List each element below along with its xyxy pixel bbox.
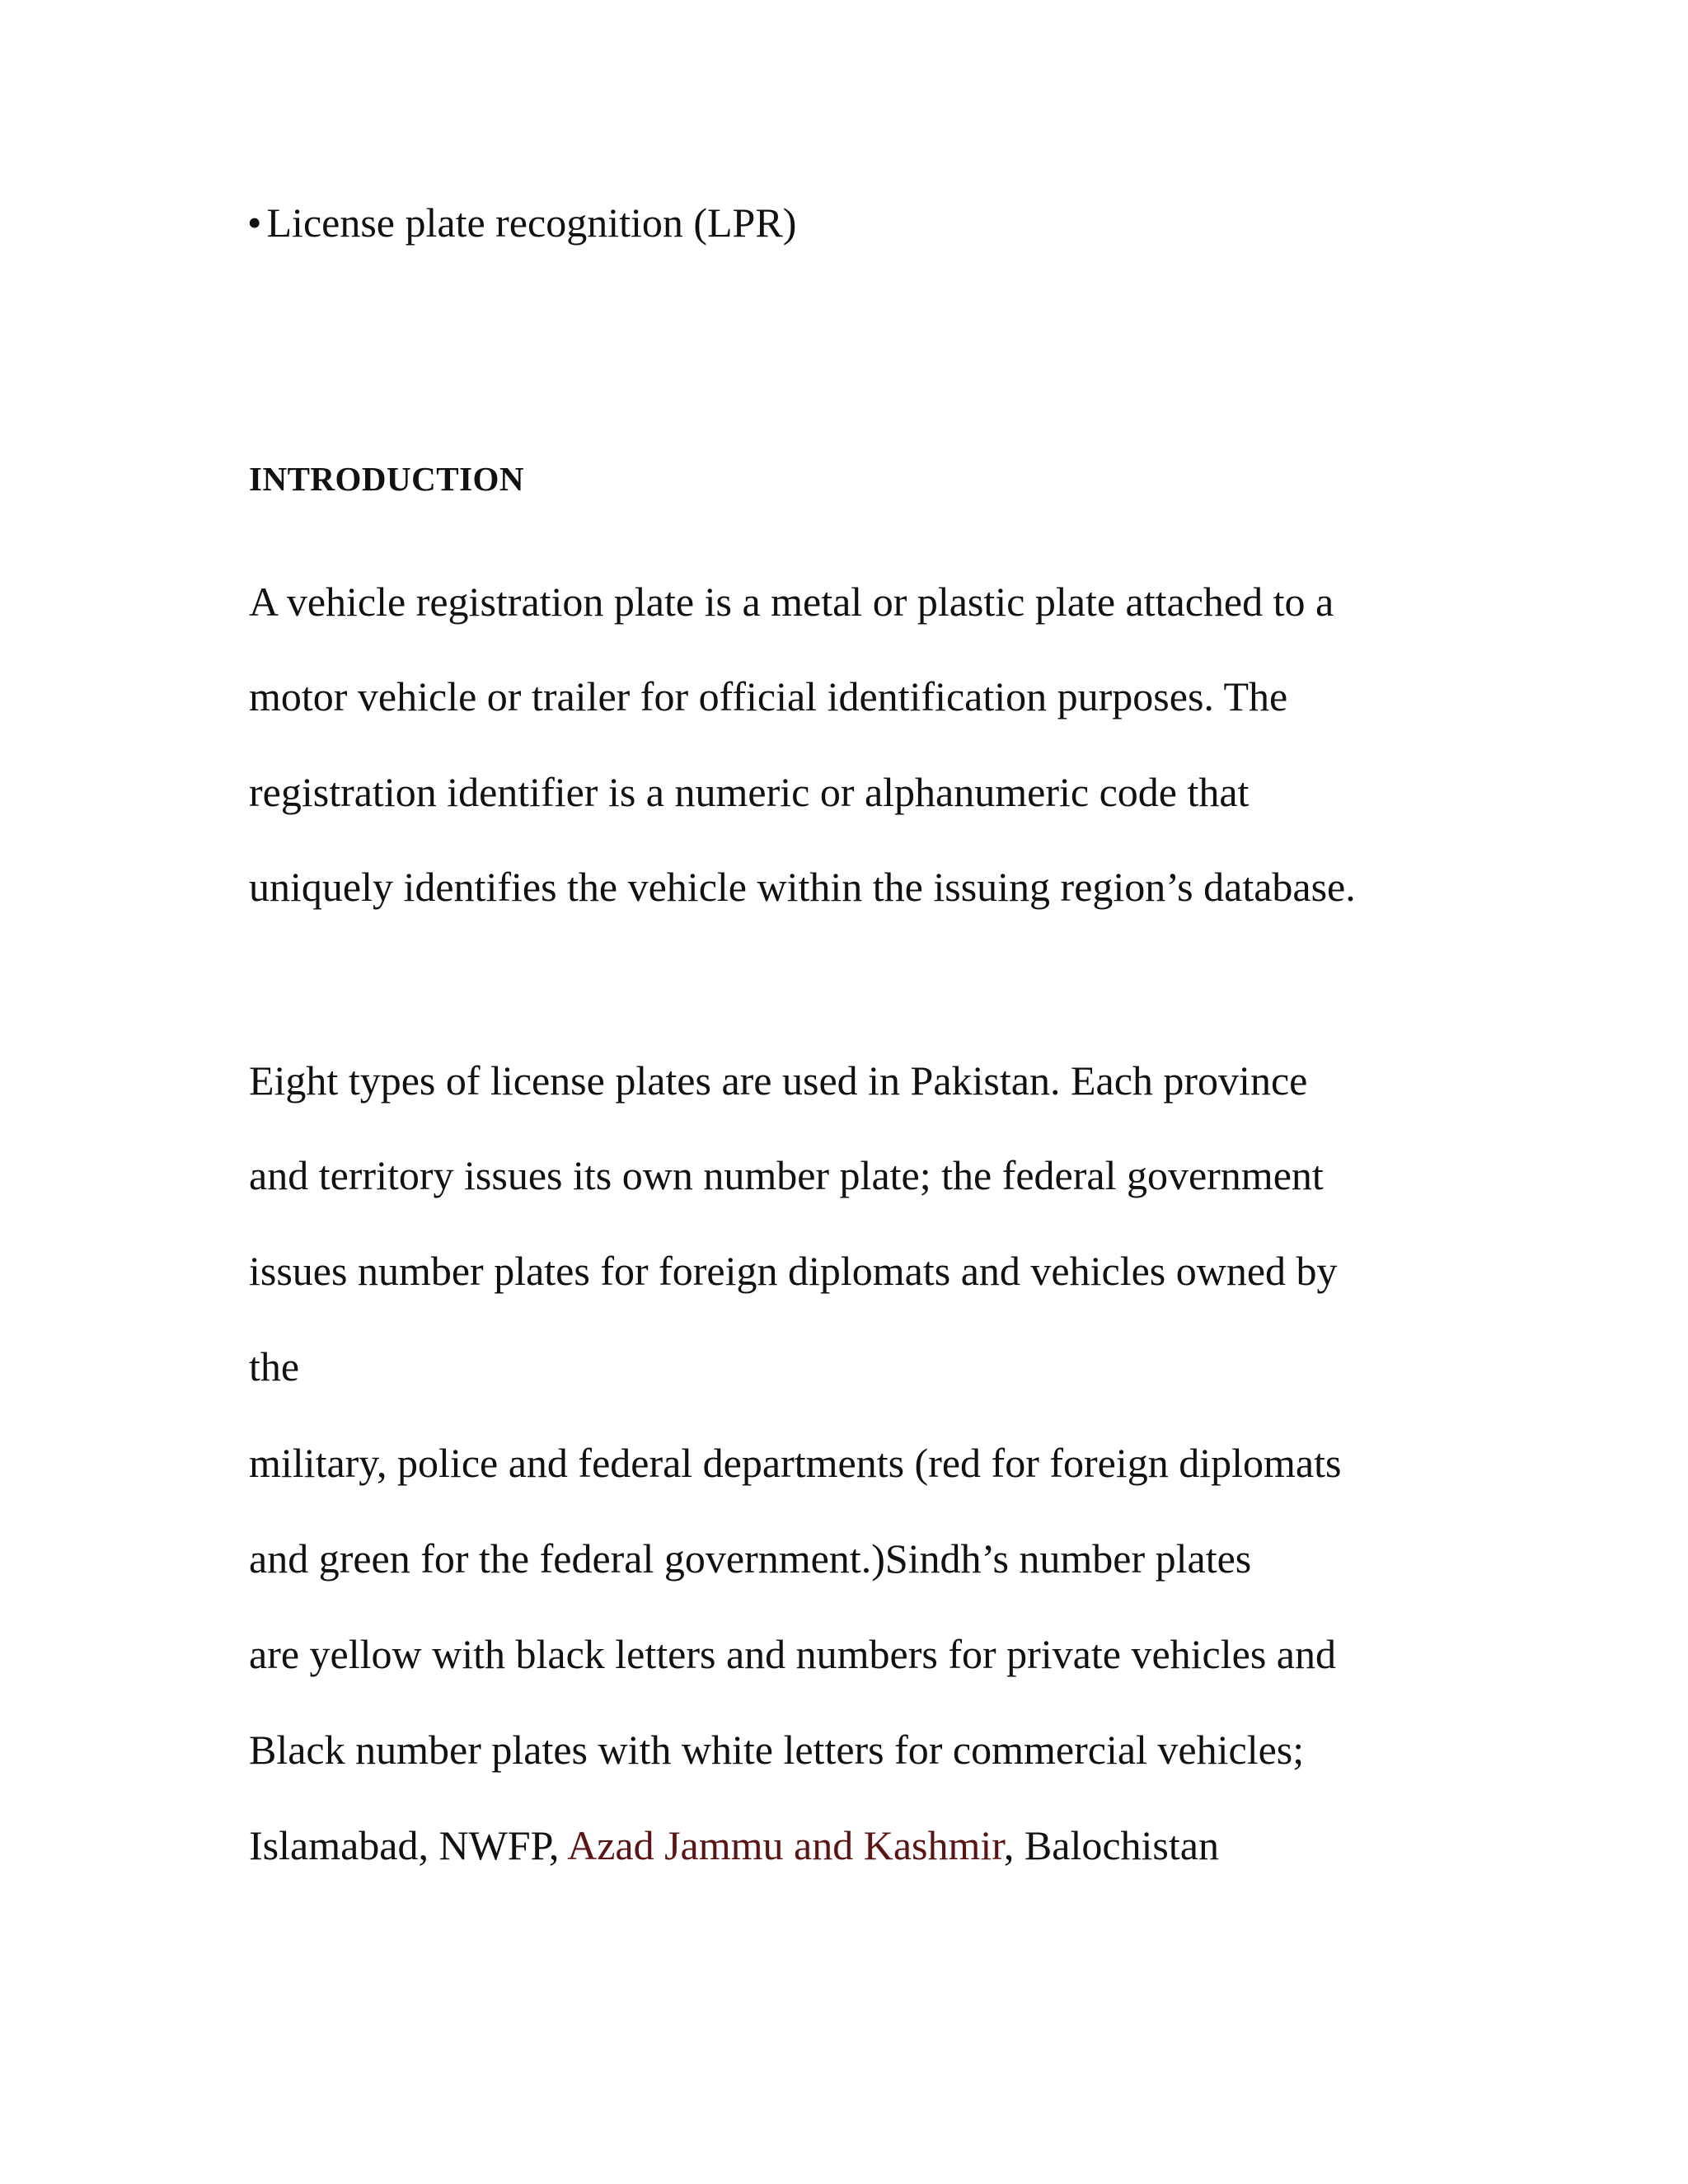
paragraph2-line-8: Black number plates with white letters for commercial vehicles; [249, 1727, 1305, 1773]
paragraph2-line-4: the [249, 1343, 300, 1390]
paragraph2-line-3: issues number plates for foreign diplomats and vehicles owned by [249, 1248, 1338, 1294]
paragraph1-line-2: motor vehicle or trailer for official identification purposes. The [249, 673, 1288, 719]
section-heading: INTRODUCTION [249, 460, 525, 498]
paragraph2-line-7: are yellow with black letters and numbers for private vehicles and [249, 1631, 1336, 1677]
bullet-text: License plate recognition (LPR) [266, 199, 797, 246]
paragraph2-line-2: and territory issues its own number plate; the federal government [249, 1152, 1324, 1198]
azad-jammu-kashmir-link[interactable]: Azad Jammu and Kashmir [567, 1822, 1004, 1868]
paragraph1-line-1: A vehicle registration plate is a metal or plastic plate attached to a [249, 579, 1334, 625]
bullet-item [247, 194, 796, 251]
line-text-after-link: , Balochistan [1003, 1822, 1219, 1868]
paragraph1-line-3: registration identifier is a numeric or alphanumeric code that [249, 769, 1250, 815]
paragraph2-line-1: Eight types of license plates are used in Pakistan. Each province [249, 1057, 1308, 1104]
bullet-symbol: • [247, 199, 262, 246]
paragraph2-line-6: and green for the federal government.)Sindh’s number plates [249, 1535, 1252, 1582]
paragraph2-line-9 [249, 1816, 1219, 1874]
line-text-before-link: Islamabad, NWFP, [249, 1822, 568, 1868]
paragraph1-line-4: uniquely identifies the vehicle within the issuing region’s database. [249, 864, 1356, 910]
paragraph2-line-5: military, police and federal departments (red for foreign diplomats [249, 1440, 1342, 1486]
